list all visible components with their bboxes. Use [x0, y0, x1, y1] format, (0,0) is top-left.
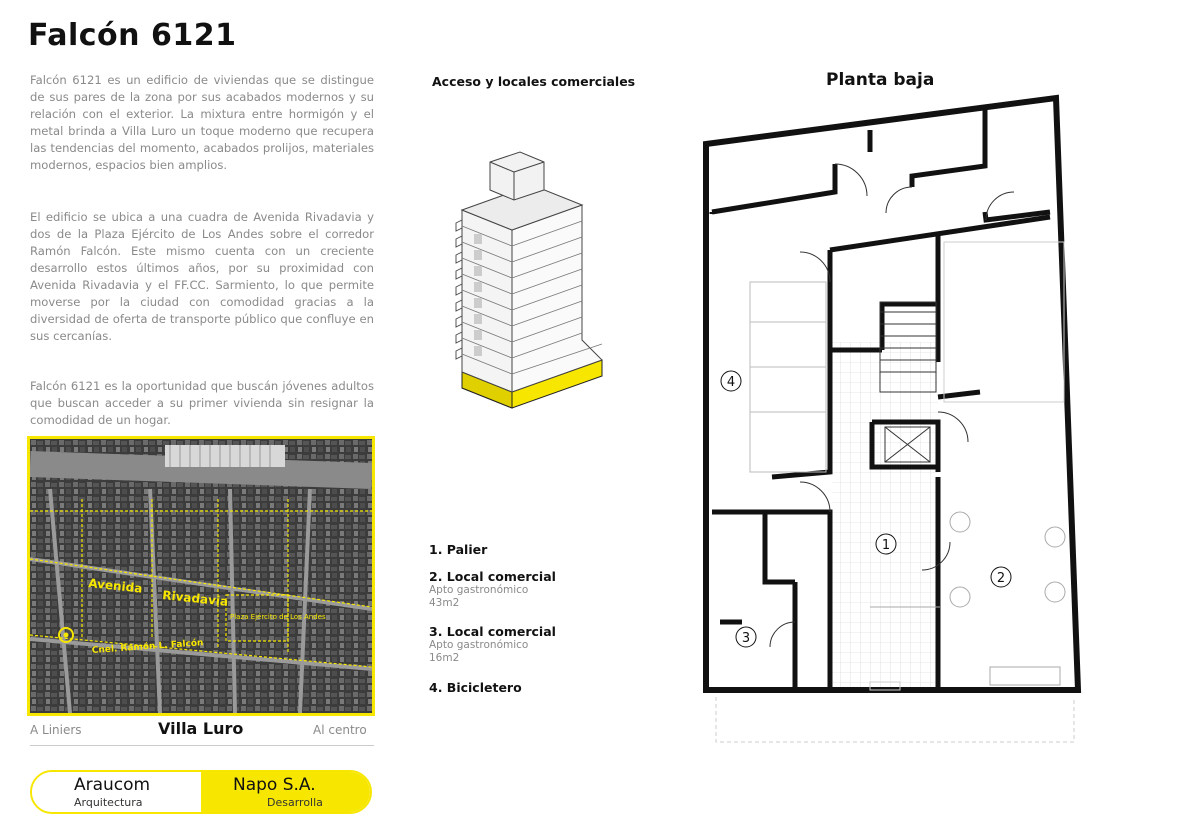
aerial-map-illustration	[30, 439, 372, 713]
legend-item-4	[429, 680, 522, 695]
architect-name: Araucom	[74, 775, 151, 795]
legend-title: 4. Bicicletero	[429, 680, 522, 695]
credits-badge	[30, 770, 372, 814]
map-label-plaza: Plaza Ejército de Los Andes	[230, 613, 326, 621]
legend-item-3	[429, 624, 556, 665]
description-paragraph-1: Falcón 6121 es un edificio de viviendas que se distingue de sus pares de la zona por sus acabados modernos y su relación con el exterior. La mixtura entre hormigón y el metal brinda a Villa Luro un toque moderno que recupera las tendencias del momento, acabados prolijos, materiales modernos, espacios bien amplios.	[30, 73, 374, 172]
map-label-rivadavia: Rivadavia	[161, 588, 229, 609]
neighborhood-title: Villa Luro	[158, 719, 244, 738]
direction-left-label: A Liniers	[30, 723, 82, 737]
plan-label-1: 1	[881, 538, 891, 553]
legend-title: 2. Local comercial	[429, 569, 556, 584]
location-map	[27, 436, 375, 716]
direction-right-label: Al centro	[313, 723, 367, 737]
description-paragraph-2: El edificio se ubica a una cuadra de Avenida Rivadavia y dos de la Plaza Ejército de Los Andes sobre el corredor Ramón Falcón. Este mismo cuenta con un creciente desarrollo estos últimos años, por su proximidad con Avenida Rivadavia y el FF.CC. Sarmiento, lo que permite moverse por la ciudad con comodidad gracias a la diversidad de oferta de transporte público que confluye en sus cercanías.	[30, 210, 374, 343]
legend-title: 3. Local comercial	[429, 624, 556, 639]
developer-role: Desarrolla	[267, 796, 323, 809]
nav-divider	[30, 745, 374, 746]
description-paragraph-3: Falcón 6121 es la oportunidad que buscán jóvenes adultos que buscan acceder a su primer vivienda sin resignar la comodidad de un hogar.	[30, 379, 374, 427]
plan-label-2: 2	[996, 571, 1006, 586]
plan-section-title: Planta baja	[826, 70, 935, 90]
legend-subtitle: Apto gastronómico 16m2	[429, 639, 529, 664]
map-label-falcon: Cnel. Ramón L. Falcón	[91, 638, 204, 656]
access-section-title: Acceso y locales comerciales	[432, 74, 636, 89]
page-title: Falcón 6121	[28, 18, 237, 53]
legend-subtitle: Apto gastronómico 43m2	[429, 584, 529, 609]
building-axonometric-illustration	[452, 150, 612, 430]
map-label-avenida: Avenida	[87, 576, 144, 596]
credit-developer	[201, 772, 370, 812]
legend-item-2	[429, 569, 556, 610]
developer-name: Napo S.A.	[233, 775, 316, 795]
plan-label-4: 4	[726, 375, 736, 390]
floor-plan-drawing	[690, 92, 1090, 752]
legend-title: 1. Palier	[429, 542, 488, 557]
credit-architect	[32, 772, 201, 812]
legend-item-1	[429, 542, 487, 557]
plan-label-3: 3	[741, 631, 751, 646]
architect-role: Arquitectura	[74, 796, 143, 809]
